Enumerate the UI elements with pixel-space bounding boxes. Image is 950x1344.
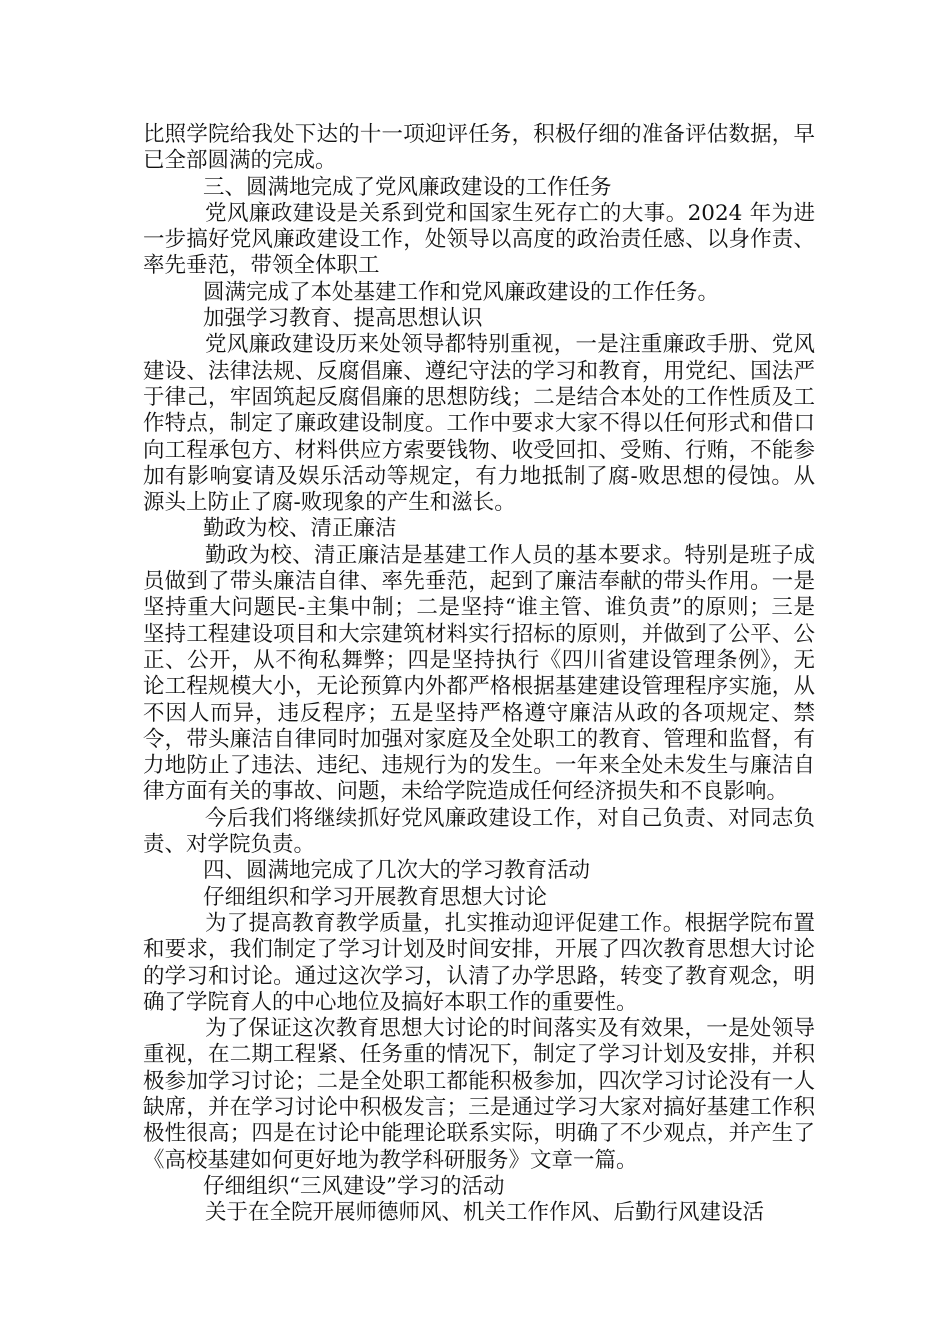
section-heading: 仔细组织“三风建设”学习的活动 bbox=[203, 1173, 505, 1199]
paragraph: 勤政为校、清正廉洁是基建工作人员的基本要求。特别是班子成员做到了带头廉洁自律、率先垂范，起到了廉洁奉献的带头作用。一是坚持重大问题民-主集中制；二是坚持“谁主管、谁负责”的原则；三是坚持工程建设项目和大宗建筑材料实行招标的原则，并做到了公平、公正、公开，从不徇私舞弊；四是坚持执行《四川省建设管理条例》，无论工程规模大小，无论预算内外都严格根据基建建设管理程序实施，从不因人而异，违反程序；五是坚持严格遵守廉洁从政的各项规定、禁令，带头廉洁自律同时加强对家庭及全处职工的教育、管理和监督，有力地防止了违法、违纪、违规行为的发生。一年来全处未发生与廉洁自律方面有关的事故、问题，未给学院造成任何经济损失和不良影响。 bbox=[143, 542, 815, 805]
section-heading: 圆满完成了本处基建工作和党风廉政建设的工作任务。 bbox=[203, 279, 720, 305]
paragraph: 为了提高教育教学质量，扎实推动迎评促建工作。根据学院布置和要求，我们制定了学习计划及时间安排，开展了四次教育思想大讨论的学习和讨论。通过这次学习，认清了办学思路，转变了教育观念，明确了学院育人的中心地位及搞好本职工作的重要性。 bbox=[143, 910, 815, 1015]
paragraph: 比照学院给我处下达的十一项迎评任务，积极仔细的准备评估数据，早已全部圆满的完成。 bbox=[143, 122, 815, 174]
section-heading: 三、圆满地完成了党风廉政建设的工作任务 bbox=[203, 174, 612, 200]
paragraph: 关于在全院开展师德师风、机关工作作风、后勤行风建设活 bbox=[205, 1200, 765, 1226]
document-body bbox=[143, 122, 815, 1226]
paragraph: 党风廉政建设历来处领导都特别重视，一是注重廉政手册、党风建设、法律法规、反腐倡廉、遵纪守法的学习和教育，用党纪、国法严于律己，牢固筑起反腐倡廉的思想防线；二是结合本处的工作性质及工作特点，制定了廉政建设制度。工作中要求大家不得以任何形式和借口向工程承包方、材料供应方索要钱物、收受回扣、受贿、行贿，不能参加有影响宴请及娱乐活动等规定，有力地抵制了腐-败思想的侵蚀。从源头上防止了腐-败现象的产生和滋长。 bbox=[143, 332, 815, 516]
section-heading: 勤政为校、清正廉洁 bbox=[203, 516, 397, 542]
section-heading: 加强学习教育、提高思想认识 bbox=[203, 306, 483, 332]
paragraph: 党风廉政建设是关系到党和国家生死存亡的大事。2024 年为进一步搞好党风廉政建设工作，处领导以高度的政治责任感、以身作责、率先垂范，带领全体职工 bbox=[143, 200, 815, 279]
paragraph: 今后我们将继续抓好党风廉政建设工作，对自己负责、对同志负责、对学院负责。 bbox=[143, 805, 815, 858]
paragraph: 为了保证这次教育思想大讨论的时间落实及有效果，一是处领导重视，在二期工程紧、任务重的情况下，制定了学习计划及安排，并积极参加学习讨论；二是全处职工都能积极参加，四次学习讨论没有一人缺席，并在学习讨论中积极发言；三是通过学习大家对搞好基建工作积极性很高；四是在讨论中能理论联系实际，明确了不少观点，并产生了《高校基建如何更好地为教学科研服务》文章一篇。 bbox=[143, 1016, 815, 1173]
section-heading: 四、圆满地完成了几次大的学习教育活动 bbox=[203, 858, 591, 884]
section-heading: 仔细组织和学习开展教育思想大讨论 bbox=[203, 884, 548, 910]
